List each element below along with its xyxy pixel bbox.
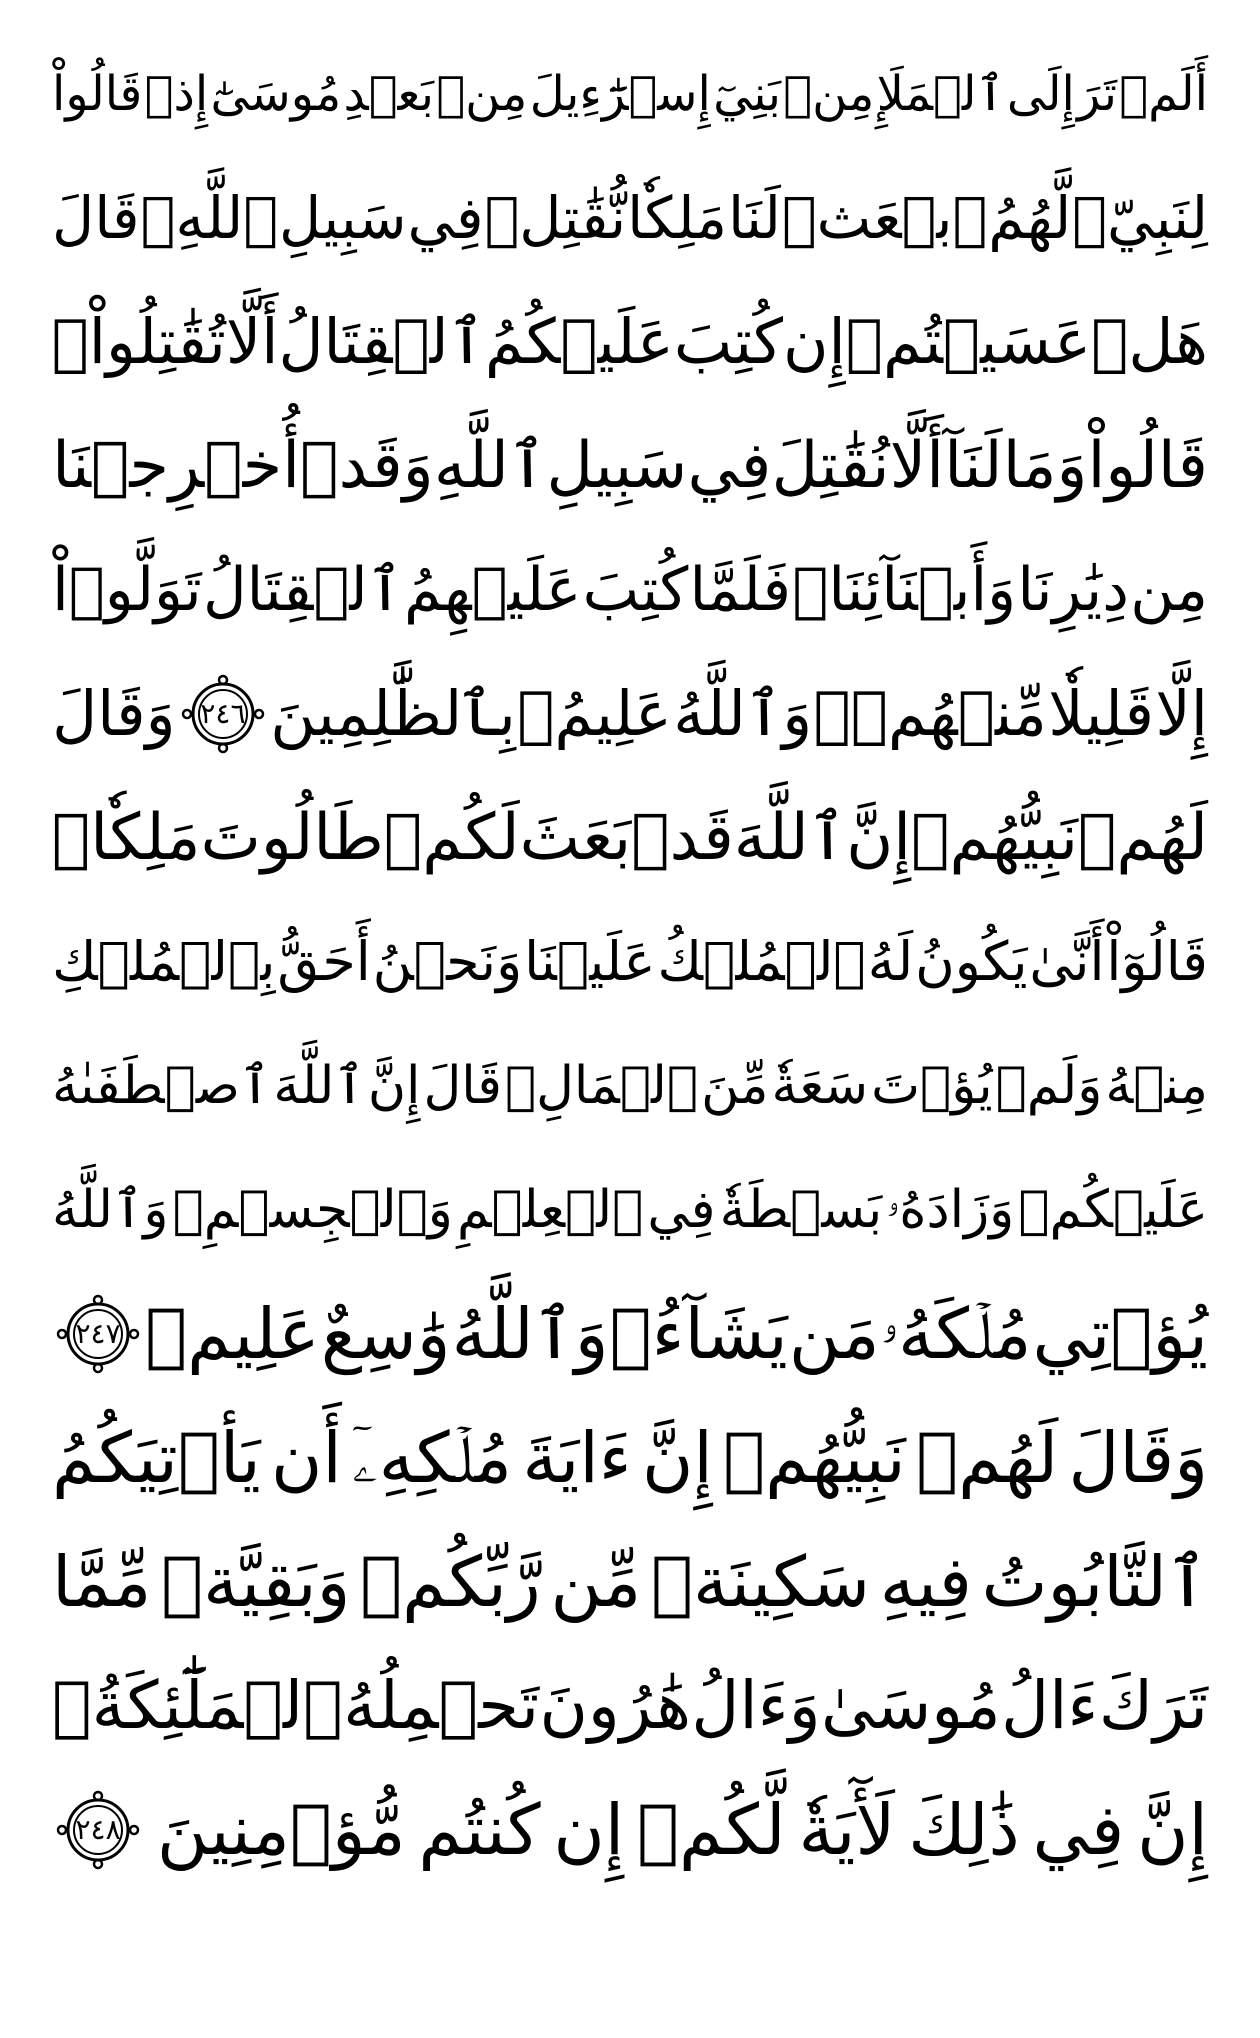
word: أَلَمۡ: [1119, 66, 1208, 122]
word: مُّؤۡمِنِينَ: [156, 1789, 406, 1871]
word: ٱلۡمَلَإِ: [876, 66, 1005, 122]
word: مِنۢ: [436, 66, 528, 122]
word: إِذۡ: [144, 66, 209, 122]
word: رَّبِّكُمۡ: [360, 1541, 541, 1623]
text-line: [52, 1024, 1208, 1148]
verse-number: ٢٤٨: [75, 1813, 121, 1846]
word: ءَايَةَ: [522, 1417, 632, 1499]
word: مِنۢ: [783, 66, 875, 122]
word: إِلَى: [1006, 66, 1075, 122]
word: كُتِبَ: [673, 305, 783, 378]
text-line: [52, 528, 1208, 652]
word: مِّن: [550, 1541, 642, 1623]
word: ٱلۡمَلَٰٓئِكَةُۚ: [52, 1667, 343, 1744]
word: هَٰرُونَ: [539, 1667, 692, 1744]
word: بِٱلۡمُلۡكِ: [52, 930, 276, 993]
word: وَلَمۡ: [995, 1056, 1103, 1116]
word: يُؤۡتَ: [871, 1056, 993, 1116]
word: لَّهُمُ: [988, 184, 1072, 252]
word: مِّمَّا: [52, 1541, 152, 1623]
word: عَسَيۡتُمۡ: [845, 305, 1092, 378]
word: لَهُمۡ: [916, 1417, 1059, 1499]
word: لَكُمۡ: [383, 801, 520, 875]
word: بَنِيٓ: [713, 66, 781, 122]
word: إِن: [553, 1789, 625, 1871]
word: عَلَيۡهِمُ: [404, 555, 582, 625]
word: ٱبۡعَثۡ: [781, 184, 988, 252]
word: بَعَثَ: [519, 801, 632, 875]
word: دِيَٰرِنَا: [1017, 555, 1129, 625]
text-line: [52, 1272, 1208, 1396]
word: تَحۡمِلُهُ: [343, 1667, 540, 1744]
word: ءَالُ: [1001, 1667, 1099, 1744]
word: مِّنۡهُمۡۚ: [813, 677, 1047, 750]
word: يُؤۡتِي: [1032, 1293, 1208, 1375]
word: تَرَ: [1077, 66, 1117, 122]
text-line: [52, 1396, 1208, 1520]
word: أَحَقُّ: [277, 930, 371, 993]
word: وَقَالَ: [1068, 1417, 1208, 1499]
word: ٱلۡمُلۡكُ: [657, 930, 866, 993]
word: وَءَالُ: [691, 1667, 821, 1744]
word: قَالَ: [52, 184, 140, 252]
word: إِسۡرَٰٓءِيلَ: [529, 66, 711, 122]
word: ٱلۡعِلۡمِ: [456, 1180, 644, 1240]
text-line: [52, 1148, 1208, 1272]
text-line: [52, 900, 1208, 1024]
word: مَلِكٗاۚ: [51, 801, 201, 875]
word: ٱلۡمَالِۚ: [504, 1056, 699, 1116]
word: قَالَ: [423, 1056, 502, 1116]
text-line: [52, 652, 1208, 776]
word: أَلَّا: [889, 429, 944, 503]
word: مِن: [1130, 555, 1208, 625]
word: ٱلۡقِتَالُ: [278, 305, 485, 378]
word: ٱللَّهِۖ: [140, 184, 279, 252]
word: بَعۡدِ: [343, 66, 435, 122]
word: أَلَّا: [225, 305, 279, 378]
word: ٱصۡطَفَىٰهُ: [52, 1056, 271, 1116]
word: كُتِبَ: [582, 555, 689, 625]
word: يَأۡتِيَكُمُ: [52, 1417, 261, 1499]
text-line: [52, 32, 1208, 156]
word: قَالُوٓاْ: [1106, 930, 1208, 993]
word: وَقَدۡ: [300, 429, 434, 503]
verse-number: ٢٤٧: [75, 1317, 121, 1350]
word: فِي: [1032, 1789, 1125, 1871]
word: فِي: [647, 1180, 716, 1240]
word: هَلۡ: [1091, 305, 1208, 378]
word: فِيهِ: [879, 1541, 972, 1623]
word: ٱلتَّابُوتُ: [981, 1541, 1208, 1623]
word: وَزَادَهُۥ: [886, 1180, 1015, 1240]
word: نُقَٰتِلَ: [771, 429, 890, 503]
text-line: [52, 156, 1208, 280]
word: أَنَّىٰ: [1029, 930, 1105, 993]
word: أُخۡرِجۡنَا: [52, 429, 300, 503]
text-line: [52, 776, 1208, 900]
word: فَلَمَّا: [689, 555, 792, 625]
word: لَهُمۡ: [1078, 801, 1208, 875]
word: لَنَا: [728, 184, 781, 252]
text-line: [52, 1644, 1208, 1768]
verse-number: ٢٤٦: [200, 697, 246, 730]
word: مُوسَىٰ: [820, 1667, 1001, 1744]
word: وَٰسِعٌ: [320, 1293, 451, 1375]
word: وَمَا: [1002, 429, 1088, 503]
word: وَقَالَ: [52, 677, 176, 750]
word: لَهُ: [867, 930, 914, 993]
word: مَن: [788, 1293, 880, 1375]
word: بَسۡطَةٗ: [719, 1180, 883, 1240]
word: وَٱللَّهُ: [52, 1180, 169, 1240]
word: نُّقَٰتِلۡ: [484, 184, 627, 252]
word: مَلِكٗا: [627, 184, 728, 252]
word: نَبِيُّهُمۡ: [723, 1417, 906, 1499]
word: تَوَلَّوۡاْ: [52, 555, 202, 625]
word: وَنَحۡنُ: [372, 930, 523, 993]
word: يَشَآءُۚ: [609, 1293, 788, 1375]
word: قَالُواْ: [52, 66, 143, 122]
text-line: [52, 280, 1208, 404]
word: سَبِيلِ: [279, 184, 407, 252]
word: إِنَّ: [642, 1417, 713, 1499]
word: نَبِيُّهُمۡ: [911, 801, 1078, 875]
verse-end-marker: [52, 1294, 144, 1374]
word: قَلِيلٗا: [1048, 677, 1155, 750]
word: وَٱللَّهُ: [673, 677, 813, 750]
word: سَكِينَةٞ: [650, 1541, 871, 1623]
text-line: [52, 1520, 1208, 1644]
word: عَلَيۡنَا: [524, 930, 656, 993]
text-line: [52, 1768, 1208, 1892]
word: لَأٓيَةٗ: [798, 1789, 896, 1871]
word: ٱللَّهَ: [273, 1056, 365, 1116]
word: طَالُوتَ: [200, 801, 384, 875]
word: مُوسَىٰٓ: [210, 66, 342, 122]
word: وَبَقِيَّةٞ: [161, 1541, 351, 1623]
word: تُقَٰتِلُواْۖ: [51, 305, 226, 378]
word: سَعَةٗ: [771, 1056, 869, 1116]
word: مِنۡهُ: [1105, 1056, 1208, 1116]
word: فِي: [687, 429, 772, 503]
word: وَأَبۡنَآئِنَاۖ: [792, 555, 1017, 625]
word: لَنَآ: [944, 429, 1003, 503]
word: لِنَبِيّٖ: [1072, 184, 1208, 252]
word: وَٱللَّهُ: [451, 1293, 609, 1375]
word: ٱللَّهَ: [733, 801, 847, 875]
word: إِلَّا: [1155, 677, 1208, 750]
word: ذَٰلِكَ: [908, 1789, 1020, 1871]
word: مِّنَ: [701, 1056, 769, 1116]
word: عَلَيۡكُمُ: [484, 305, 674, 378]
word: عَلِيمُۢ: [517, 677, 672, 750]
word: بِٱلظَّٰلِمِينَ: [270, 677, 516, 750]
word: فِي: [407, 184, 484, 252]
word: تَرَكَ: [1098, 1667, 1208, 1744]
word: عَلَيۡكُمۡ: [1018, 1180, 1208, 1240]
word: أَن: [271, 1417, 342, 1499]
word: إِنَّ: [1137, 1789, 1208, 1871]
word: قَدۡ: [631, 801, 734, 875]
word: قَالُواْ: [1087, 429, 1208, 503]
word: وَٱلۡجِسۡمِۖ: [172, 1180, 453, 1240]
word: مُلۡكَهُۥ: [880, 1293, 1032, 1375]
verse-end-marker: [177, 674, 269, 754]
word: عَلِيمٞ: [145, 1293, 320, 1375]
word: كُنتُم: [418, 1789, 541, 1871]
text-line: [52, 404, 1208, 528]
word: إِنَّ: [846, 801, 912, 875]
word: ٱللَّهِ: [433, 429, 547, 503]
verse-end-marker: [52, 1790, 144, 1870]
word: إِنَّ: [367, 1056, 421, 1116]
word: ٱلۡقِتَالُ: [202, 555, 403, 625]
word: لَّكُمۡ: [637, 1789, 786, 1871]
word: سَبِيلِ: [546, 429, 688, 503]
word: إِن: [782, 305, 846, 378]
word: يَكُونُ: [915, 930, 1028, 993]
word: مُلۡكِهِۦٓ: [352, 1417, 513, 1499]
